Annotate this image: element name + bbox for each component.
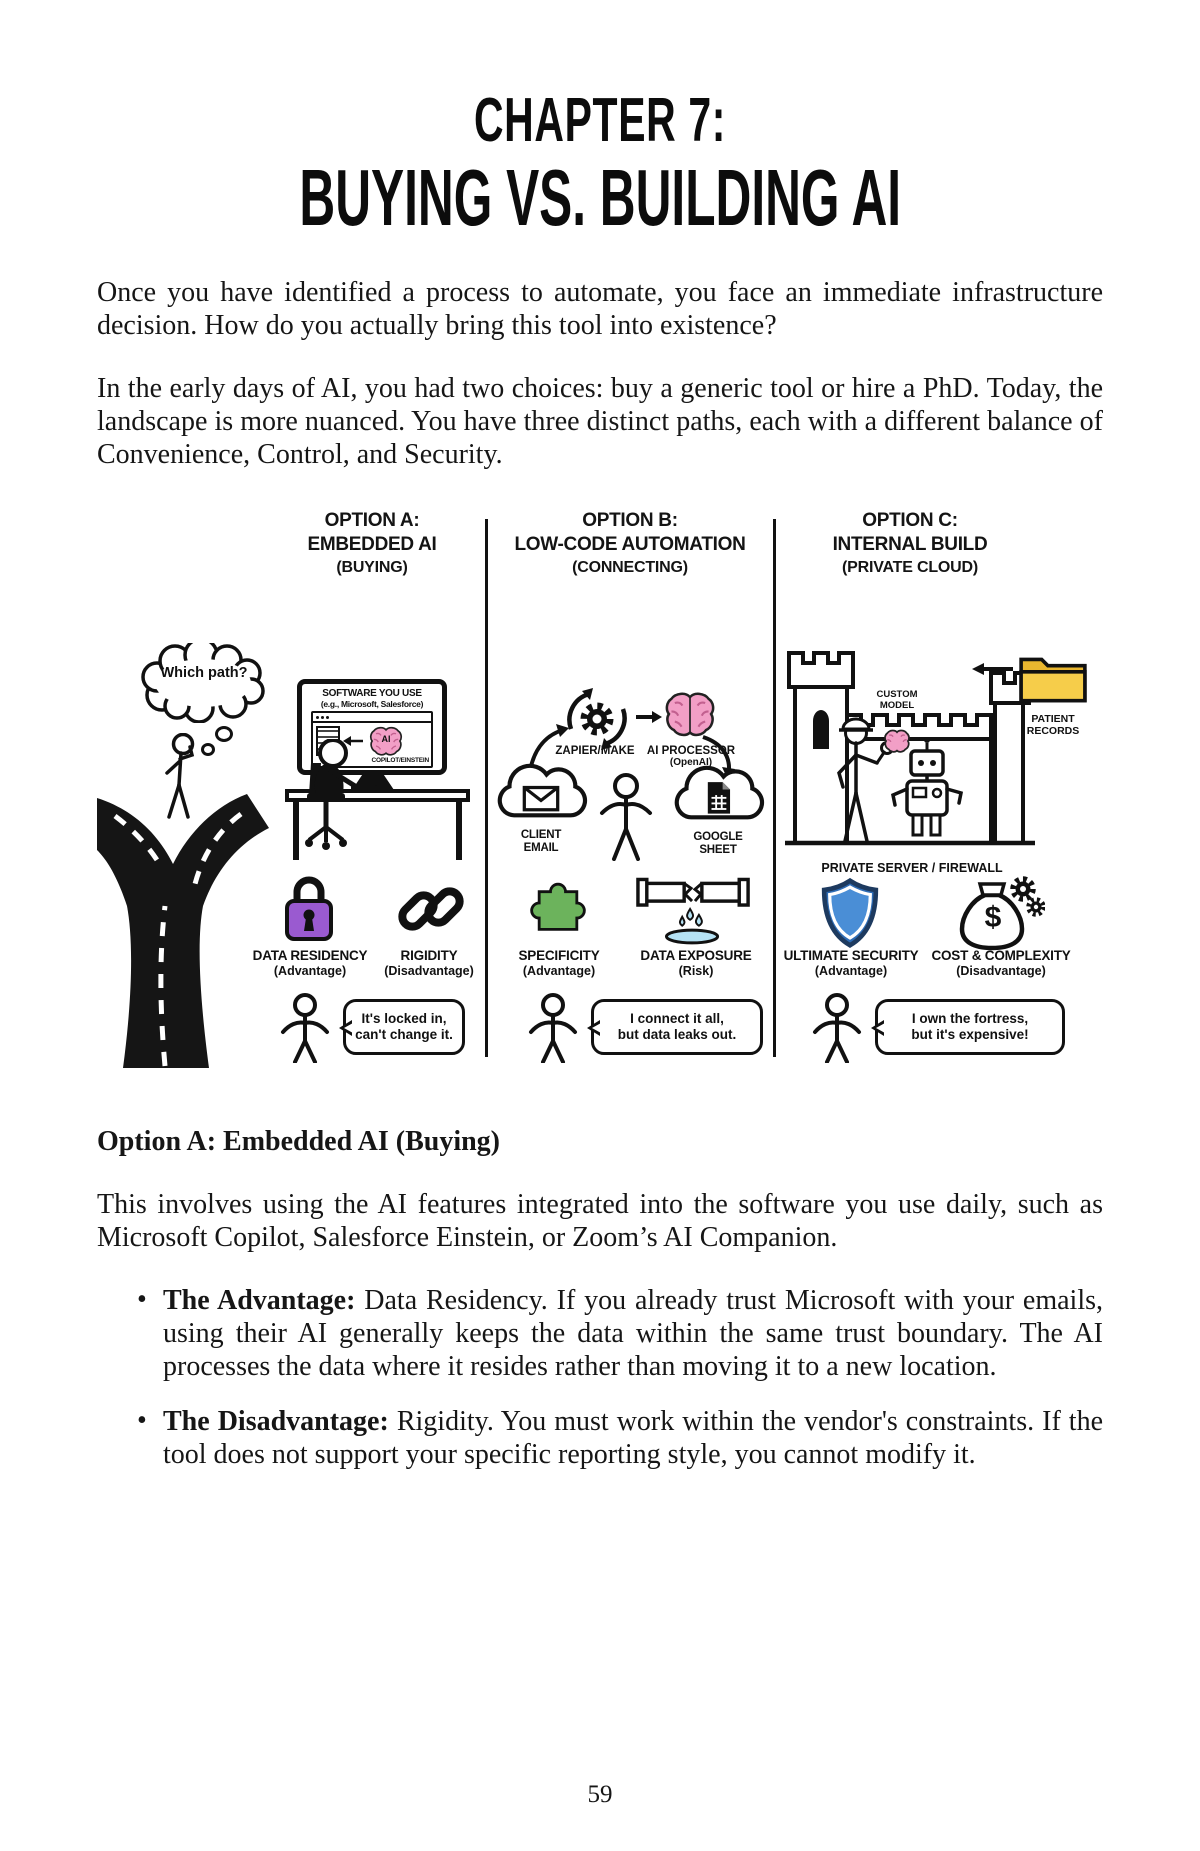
thinking-stick-figure-icon (155, 733, 207, 819)
bullet-advantage-label: The Advantage: (163, 1285, 356, 1316)
client-email-label: CLIENT EMAIL (520, 829, 562, 854)
option-c-speech-bubble: I own the fortress, but it's expensive! (875, 999, 1065, 1055)
padlock-icon (278, 869, 340, 945)
thought-bubble (137, 643, 272, 723)
private-server-label: PRIVATE SERVER / FIREWALL (821, 861, 1003, 875)
dollar-sign: $ (984, 901, 1002, 934)
screen-title: SOFTWARE YOU USE (322, 688, 422, 699)
leaking-pipe-icon (635, 867, 753, 947)
thought-trail-dot (215, 726, 233, 742)
right-arrow-icon (634, 709, 662, 725)
person-at-desk-icon (285, 739, 470, 861)
option-a-title: OPTION A: EMBEDDED AI (BUYING) (307, 510, 437, 576)
ai-label: AI (381, 734, 391, 744)
custom-model-label: CUSTOM MODEL (876, 689, 918, 711)
puzzle-piece-icon (524, 871, 592, 935)
automation-gear-cycle-icon (565, 687, 629, 751)
bullet-advantage-text: Data Residency. If you already trust Microsoft with your emails, using their AI generally keeps the data within the same trust boundary. The AI processes the data where it resides rather than moving it to a new location. (163, 1285, 1103, 1382)
patient-records-folder-icon (1017, 649, 1089, 707)
chain-link-icon (396, 875, 466, 941)
thought-cloud-icon (137, 643, 272, 723)
screen-caption: COPILOT/EINSTEIN (371, 757, 429, 764)
option-b-speech-bubble: I connect it all, but data leaks out. (591, 999, 763, 1055)
google-sheet-label: GOOGLE SHEET (693, 831, 743, 856)
section-heading: Option A: Embedded AI (Buying) (97, 1126, 500, 1157)
chapter-title: BUYING VS. BUILDING AI (299, 153, 901, 242)
page-number: 59 (587, 1781, 613, 1808)
option-b-risk-label: DATA EXPOSURE (Risk) (640, 948, 752, 978)
bullet-list (97, 1284, 1103, 1471)
client-email-cloud-icon (490, 761, 592, 827)
ai-processor-label: AI PROCESSOR (OpenAI) (646, 745, 736, 768)
thought-bubble-text: Which path? (160, 665, 248, 681)
bullet-disadvantage-text: Rigidity. You must work within the vendor's constraints. If the tool does not support your specific reporting style, you cannot modify it. (163, 1406, 1104, 1470)
stick-figure-icon (597, 773, 655, 861)
options-comparison-illustration (97, 493, 1103, 1068)
bullet-advantage (97, 1284, 1103, 1383)
mini-brain-icon (883, 729, 911, 753)
chapter-label-row (97, 88, 1103, 154)
chapter-title-row (97, 154, 1103, 242)
paragraph-1: Once you have identified a process to automate, you face an immediate infrastructure decision. How do you actually bring this tool into existence? (97, 277, 1103, 341)
paragraph-3: This involves using the AI features integrated into the software you use daily, such as Microsoft Copilot, Salesforce Einstein, or Zoom’s AI Companion. (97, 1189, 1103, 1253)
shield-icon (819, 877, 881, 949)
stick-figure-icon (523, 993, 583, 1063)
option-c-advantage-label: ULTIMATE SECURITY (Advantage) (783, 948, 919, 978)
option-a-advantage-label: DATA RESIDENCY (Advantage) (252, 948, 368, 978)
screen-subtitle: (e.g., Microsoft, Salesforce) (320, 699, 424, 709)
paragraph-2: In the early days of AI, you had two choices: buy a generic tool or hire a PhD. Today, the landscape is more nuanced. You have three distinct paths, each with a different balance of Convenience, Control, and Security. (97, 373, 1103, 470)
option-b-title: OPTION B: LOW-CODE AUTOMATION (CONNECTING) (514, 510, 746, 576)
option-b-advantage-label: SPECIFICITY (Advantage) (518, 948, 600, 978)
google-sheet-cloud-icon (667, 763, 769, 829)
left-arrow-icon (971, 661, 1015, 677)
option-a-speech-bubble: It's locked in, can't change it. (343, 999, 465, 1055)
ai-brain-icon (663, 691, 717, 737)
stick-figure-icon (275, 993, 335, 1063)
option-c-disadvantage-label: COST & COMPLEXITY (Disadvantage) (931, 948, 1071, 978)
stick-figure-icon (807, 993, 867, 1063)
option-c-title: OPTION C: INTERNAL BUILD (PRIVATE CLOUD) (832, 510, 988, 576)
window-control-dots (313, 713, 431, 723)
bullet-disadvantage (97, 1405, 1103, 1471)
bullet-disadvantage-label: The Disadvantage: (163, 1406, 389, 1437)
money-bag-gears-icon (955, 873, 1045, 951)
option-a-disadvantage-label: RIGIDITY (Disadvantage) (384, 948, 474, 978)
fork-road-icon (97, 788, 272, 1068)
zapier-label: ZAPIER/MAKE (555, 745, 635, 757)
chapter-label: CHAPTER 7: (473, 86, 727, 155)
patient-records-label: PATIENT RECORDS (1026, 713, 1080, 737)
